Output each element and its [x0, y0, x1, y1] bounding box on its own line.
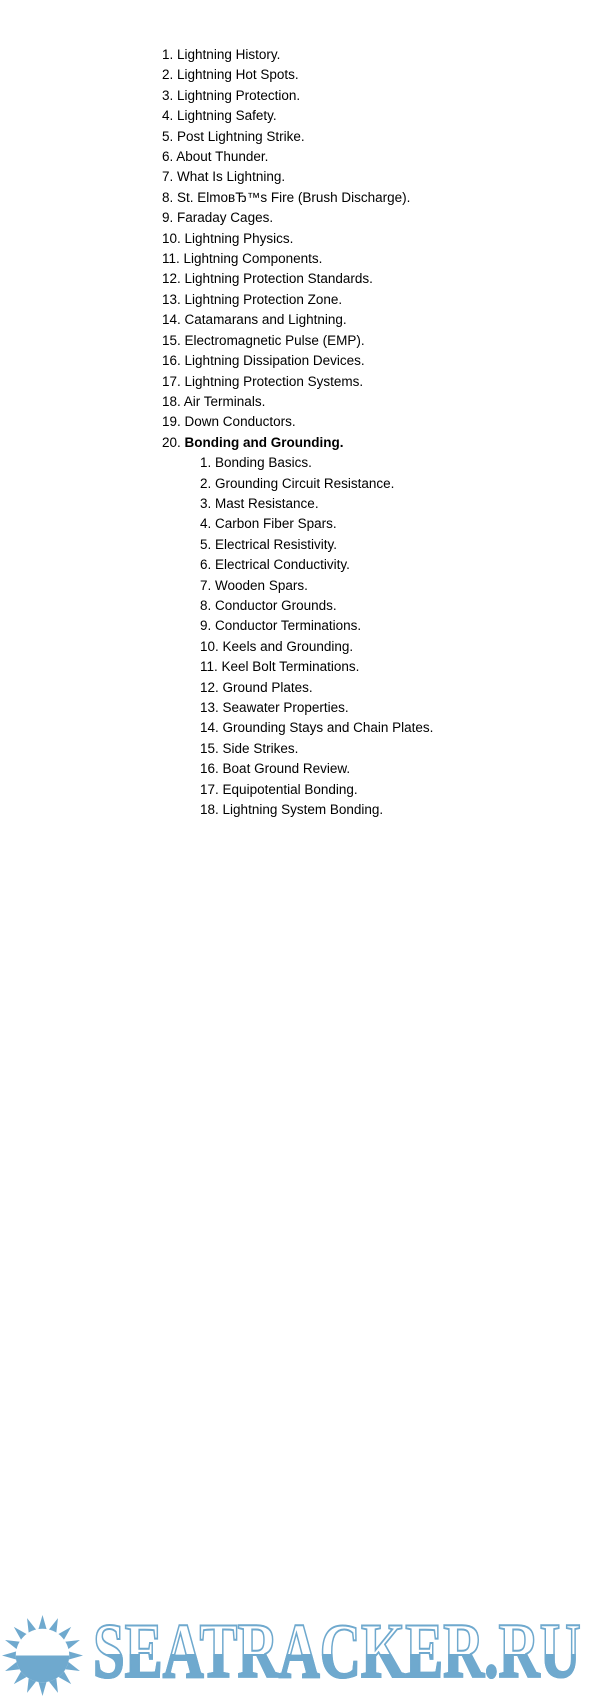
- toc-subitem: [200, 494, 433, 514]
- toc-item: [162, 351, 433, 371]
- toc-subitem: [200, 576, 433, 596]
- item-label: Bonding and Grounding.: [184, 434, 344, 450]
- item-label: Electrical Resistivity.: [215, 536, 338, 552]
- item-number: 14.: [200, 720, 219, 736]
- item-number: 2.: [200, 475, 212, 491]
- item-number: 9.: [162, 210, 174, 226]
- item-number: 2.: [162, 67, 174, 83]
- toc-subitem: [200, 555, 433, 575]
- toc-subitem: [200, 698, 433, 718]
- item-label: Lightning History.: [177, 47, 281, 62]
- item-number: 11.: [200, 659, 218, 675]
- item-number: 5.: [200, 536, 212, 552]
- toc-item: [162, 167, 433, 187]
- item-label: Lightning Protection Zone.: [184, 291, 343, 307]
- item-label: Catamarans and Lightning.: [184, 312, 347, 328]
- toc-item: [162, 188, 433, 208]
- item-label: Carbon Fiber Spars.: [215, 516, 337, 532]
- item-number: 8.: [162, 189, 174, 205]
- item-label: Boat Ground Review.: [222, 761, 351, 777]
- toc-subitem: [200, 657, 433, 677]
- item-label: Conductor Terminations.: [215, 618, 362, 634]
- item-number: 7.: [200, 577, 212, 593]
- item-number: 20.: [162, 434, 181, 450]
- toc-subitem: [200, 739, 433, 759]
- item-label: Lightning Physics.: [184, 230, 294, 246]
- toc-item: [162, 106, 433, 126]
- toc-item: [162, 86, 433, 106]
- item-number: 11.: [162, 251, 180, 267]
- item-label: Lightning Components.: [183, 251, 323, 267]
- item-number: 18.: [200, 802, 219, 818]
- item-label: Lightning Protection Systems.: [184, 373, 364, 389]
- item-label: Grounding Stays and Chain Plates.: [222, 720, 434, 736]
- toc-subitem: [200, 474, 433, 494]
- item-label: Seawater Properties.: [222, 700, 349, 715]
- item-number: 4.: [162, 108, 174, 124]
- toc-subitem: [200, 780, 433, 800]
- item-label: Lightning Dissipation Devices.: [184, 353, 365, 369]
- item-label: Ground Plates.: [222, 679, 313, 695]
- item-label: Grounding Circuit Resistance.: [215, 475, 395, 491]
- toc-subitem: [200, 535, 433, 555]
- toc-item: [162, 45, 433, 65]
- item-label: Keels and Grounding.: [222, 638, 354, 654]
- item-label: What Is Lightning.: [177, 169, 286, 185]
- toc-item: [162, 290, 433, 310]
- toc-item: [162, 372, 433, 392]
- item-label: Lightning System Bonding.: [222, 802, 384, 818]
- item-number: 13.: [162, 291, 181, 307]
- item-number: 12.: [162, 271, 181, 287]
- item-number: 15.: [200, 740, 219, 756]
- item-number: 16.: [200, 761, 219, 777]
- item-label: St. ElmoвЂ™s Fire (Brush Discharge).: [177, 189, 411, 205]
- toc-list: [162, 45, 433, 820]
- item-label: Electromagnetic Pulse (EMP).: [184, 332, 365, 348]
- toc-item: [162, 331, 433, 351]
- toc-item: [162, 310, 433, 330]
- item-label: Side Strikes.: [222, 740, 299, 756]
- toc-item: [162, 249, 433, 269]
- toc-item: [162, 269, 433, 289]
- item-number: 7.: [162, 169, 174, 185]
- item-number: 15.: [162, 332, 181, 348]
- item-number: 13.: [200, 700, 219, 715]
- item-label: Electrical Conductivity.: [215, 557, 350, 573]
- item-number: 5.: [162, 128, 174, 144]
- item-number: 4.: [200, 516, 212, 532]
- toc-subitem: [200, 637, 433, 657]
- item-label: Mast Resistance.: [215, 495, 319, 511]
- toc-subitem: [200, 718, 433, 738]
- item-label: Bonding Basics.: [215, 455, 312, 471]
- toc-item: [162, 392, 433, 412]
- item-label: Equipotential Bonding.: [222, 781, 358, 797]
- item-number: 6.: [162, 149, 174, 165]
- item-number: 9.: [200, 618, 212, 634]
- item-label: Lightning Protection.: [177, 87, 301, 103]
- item-number: 19.: [162, 414, 181, 430]
- item-number: 3.: [200, 495, 212, 511]
- toc-item: [162, 127, 433, 147]
- item-label: Air Terminals.: [183, 393, 266, 409]
- item-label: Lightning Hot Spots.: [177, 67, 299, 83]
- item-number: 16.: [162, 353, 181, 369]
- item-number: 17.: [162, 373, 181, 389]
- item-number: 10.: [200, 638, 219, 654]
- item-label: Lightning Safety.: [177, 108, 277, 124]
- item-number: 6.: [200, 557, 212, 573]
- item-label: Faraday Cages.: [177, 210, 274, 226]
- item-number: 10.: [162, 230, 181, 246]
- item-label: Keel Bolt Terminations.: [221, 659, 360, 675]
- toc-subitem: [200, 514, 433, 534]
- item-label: Wooden Spars.: [215, 577, 308, 593]
- toc-subitem: [200, 678, 433, 698]
- toc-subitem: [200, 616, 433, 636]
- item-label: Lightning Protection Standards.: [184, 271, 373, 287]
- item-label: Conductor Grounds.: [215, 597, 337, 613]
- item-number: 1.: [200, 455, 212, 471]
- item-number: 14.: [162, 312, 181, 328]
- watermark-text: SEATRACKER.RU: [93, 1607, 581, 1694]
- sun-sunrise-icon: [2, 1615, 83, 1696]
- watermark: [0, 805, 600, 1694]
- toc-item: [162, 147, 433, 167]
- toc-item: [162, 229, 433, 249]
- item-label: Down Conductors.: [184, 414, 296, 430]
- item-number: 1.: [162, 47, 174, 62]
- toc-item: [162, 433, 433, 453]
- toc-subitem: [200, 596, 433, 616]
- toc-item: [162, 65, 433, 85]
- item-number: 3.: [162, 87, 174, 103]
- item-label: Post Lightning Strike.: [177, 128, 305, 144]
- toc-item: [162, 412, 433, 432]
- item-number: 8.: [200, 597, 212, 613]
- item-number: 12.: [200, 679, 219, 695]
- item-number: 17.: [200, 781, 219, 797]
- toc-subitem: [200, 453, 433, 473]
- toc-subitem: [200, 759, 433, 779]
- toc-item: [162, 208, 433, 228]
- item-label: About Thunder.: [176, 149, 269, 165]
- item-number: 18.: [162, 393, 181, 409]
